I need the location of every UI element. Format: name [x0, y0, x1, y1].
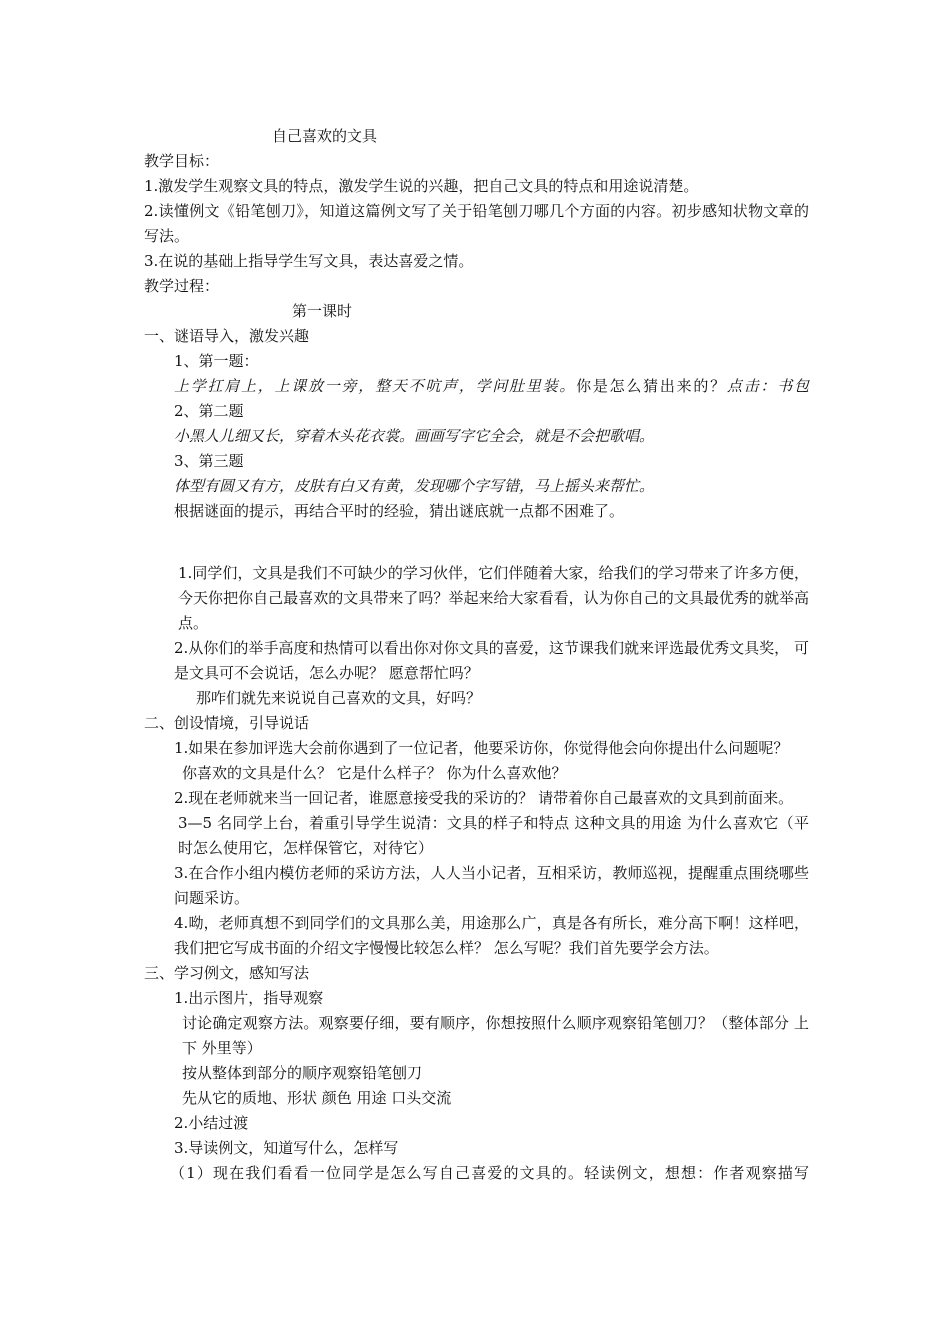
section1-heading: 一、谜语导入，激发兴趣 — [144, 327, 310, 345]
riddle-question: 你是怎么猜出来的？ — [576, 377, 727, 395]
step-detail: 先从它的质地、形状 颜色 用途 口头交流 — [182, 1089, 452, 1107]
paragraph: 2.从你们的举手高度和热情可以看出你对你文具的喜爱，这节课我们就来评选最优秀文具奖， 可是文具可不会说话，怎么办呢？ 愿意帮忙吗？ — [174, 639, 809, 682]
objective-item: 1.激发学生观察文具的特点，激发学生说的兴趣，把自己文具的特点和用途说清楚。 — [144, 177, 699, 195]
objectives-heading: 教学目标： — [144, 152, 220, 170]
paragraph: 3.在合作小组内模仿老师的采访方法，人人当小记者，互相采访，教师巡视，提醒重点围绕哪些问题采访。 — [174, 864, 809, 907]
paragraph: 4.呦，老师真想不到同学们的文具那么美，用途那么广，真是各有所长，难分高下啊！这样吧，我们把它写成书面的介绍文字慢慢比较怎么样？ 怎么写呢？我们首先要学会方法。 — [174, 914, 809, 957]
riddle-text: 体型有圆又有方，皮肤有白又有黄，发现哪个字写错，马上摇头来帮忙。 — [174, 477, 655, 495]
paragraph: 1.如果在参加评选大会前你遇到了一位记者，他要采访你，你觉得他会向你提出什么问题呢？ — [174, 739, 789, 757]
objective-item: 2.读懂例文《铅笔刨刀》，知道这篇例文写了关于铅笔刨刀哪几个方面的内容。初步感知状物文章的写法。 — [144, 202, 809, 245]
paragraph: 讨论确定观察方法。观察要仔细，要有顺序，你想按照什么顺序观察铅笔刨刀？（整体部分 上下 外里等） — [182, 1014, 809, 1057]
riddle-label: 2、第二题 — [174, 402, 244, 420]
paragraph-text: 1.同学们，文具是我们不可缺少的学习伙伴，它们伴随着大家，给我们的学习带来了许多方便，今天你把你自己最喜欢的文具带来了吗？举起来给大家看看，认为你自己的文具最优秀的就举高点。 — [178, 564, 809, 632]
lesson-label: 第一课时 — [292, 302, 353, 320]
step: 1.出示图片，指导观察 — [174, 989, 324, 1007]
section3-heading: 三、学习例文，感知写法 — [144, 964, 310, 982]
paragraph: 2.现在老师就来当一回记者，谁愿意接受我的采访的？ 请带着你自己最喜欢的文具到前面来。 — [174, 789, 794, 807]
riddle-summary: 根据谜面的提示，再结合平时的经验，猜出谜底就一点都不困难了。 — [174, 502, 625, 520]
process-heading: 教学过程： — [144, 277, 220, 295]
document-title: 自己喜欢的文具 — [272, 127, 378, 145]
riddle-label: 3、第三题 — [174, 452, 244, 470]
paragraph: 3—5 名同学上台，着重引导学生说清：文具的样子和特点 这种文具的用途 为什么喜欢它（平时怎么使用它，怎样保管它，对待它） — [178, 814, 809, 857]
step-detail: （1）现在我们看看一位同学是怎么写自己喜爱的文具的。轻读例文，想想：作者观察描写 — [170, 1164, 809, 1182]
blank-line — [144, 549, 809, 561]
step-detail: 按从整体到部分的顺序观察铅笔刨刀 — [182, 1064, 423, 1082]
riddle-text: 上学扛肩上，上课放一旁，整天不吭声，学问肚里装。 — [174, 377, 577, 395]
section2-heading: 二、创设情境，引导说话 — [144, 714, 310, 732]
paragraph: 那咋们就先来说说自己喜欢的文具，好吗？ — [196, 689, 482, 707]
riddle-1-line — [144, 374, 809, 399]
riddle-text: 小黑人儿细又长，穿着木头花衣裳。画画写字它全会，就是不会把歌唱。 — [174, 427, 655, 445]
step: 2.小结过渡 — [174, 1114, 249, 1132]
paragraph — [144, 561, 809, 636]
document-body — [144, 124, 809, 1186]
blank-line — [144, 524, 809, 549]
interview-questions: 你喜欢的文具是什么？ 它是什么样子？ 你为什么喜欢他？ — [182, 764, 567, 782]
step: 3.导读例文，知道写什么，怎样写 — [174, 1139, 399, 1157]
riddle-answer: 点击：书包 — [726, 377, 809, 395]
riddle-label: 1、第一题： — [174, 352, 259, 370]
objective-item: 3.在说的基础上指导学生写文具，表达喜爱之情。 — [144, 252, 474, 270]
